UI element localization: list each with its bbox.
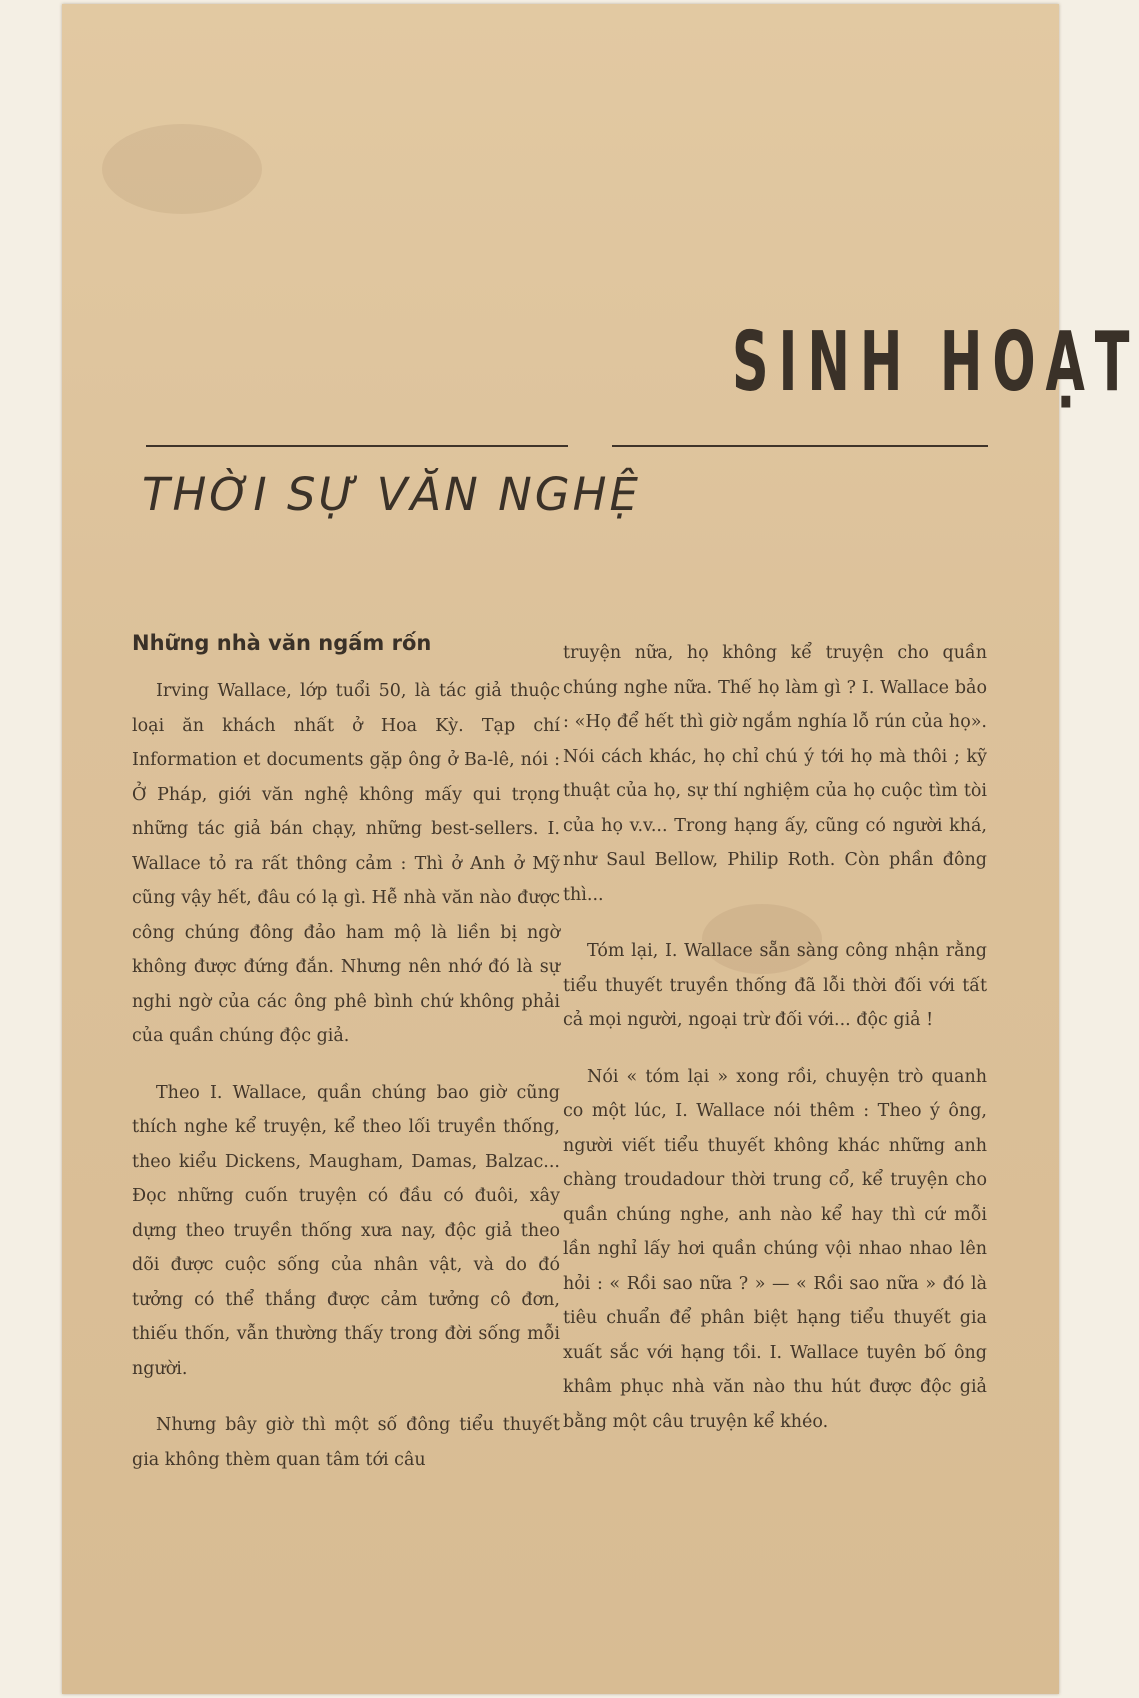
article-heading: Những nhà văn ngấm rốn bbox=[132, 631, 432, 655]
header-rule-right bbox=[612, 445, 988, 447]
paper-stain bbox=[102, 124, 262, 214]
article-paragraph: Tóm lại, I. Wallace sẵn sàng công nhận rằng tiểu thuyết truyền thống đã lỗi thời đối với tất cả mọi người, ngoại trừ đối với... độc giả ! bbox=[563, 941, 987, 1030]
article-paragraph: Theo I. Wallace, quần chúng bao giờ cũng thích nghe kể truyện, kể theo lối truyền thống, theo kiểu Dickens, Maugham, Damas, Balzac... Đọc những cuốn truyện có đầu có đuôi, xây dựng theo truyền thống xưa nay, độc giả theo dõi được cuộc sống của nhân vật, và do đó tưởng có thể thắng được cảm tưởng cô đơn, thiếu thốn, vẫn thường thấy trong đời sống mỗi người. bbox=[132, 1082, 560, 1379]
article-column-left bbox=[132, 628, 560, 1470]
article-paragraph: Nhưng bây giờ thì một số đông tiểu thuyết gia không thèm quan tâm tới câu bbox=[132, 1415, 560, 1470]
subsection-title: THỜI SỰ VĂN NGHỆ bbox=[142, 468, 641, 521]
section-title: SINH HOẠT bbox=[732, 315, 1139, 410]
article-column-right bbox=[563, 636, 987, 1461]
magazine-page bbox=[62, 4, 1139, 1694]
header-rule-left bbox=[146, 445, 568, 447]
article-paragraph: Nói « tóm lại » xong rồi, chuyện trò quanh co một lúc, I. Wallace nói thêm : Theo ý ông, người viết tiểu thuyết không khác những anh chàng troudadour thời trung cổ, kể truyện cho quần chúng nghe, anh nào kể hay thì cứ mỗi lần nghỉ lấy hơi quần chúng vội nhao nhao lên hỏi : « Rồi sao nữa ? » — « Rồi sao nữa » đó là tiêu chuẩn để phân biệt hạng tiểu thuyết gia xuất sắc với hạng tồi. I. Wallace tuyên bố ông khâm phục nhà văn nào thu hút được độc giả bằng một câu truyện kể khéo. bbox=[563, 1066, 987, 1432]
article-paragraph: Irving Wallace, lớp tuổi 50, là tác giả thuộc loại ăn khách nhất ở Hoa Kỳ. Tạp chí Information et documents gặp ông ở Ba-lê, nói : Ở Pháp, giới văn nghệ không mấy qui trọng những tác giả bán chạy, những best-sellers. I. Wallace tỏ ra rất thông cảm : Thì ở Anh ở Mỹ cũng vậy hết, đâu có lạ gì. Hễ nhà văn nào được công chúng đông đảo ham mộ là liền bị ngờ không được đứng đắn. Nhưng nên nhớ đó là sự nghi ngờ của các ông phê bình chứ không phải của quần chúng độc giả. bbox=[132, 681, 560, 1046]
article-paragraph: truyện nữa, họ không kể truyện cho quần chúng nghe nữa. Thế họ làm gì ? I. Wallace bảo : «Họ để hết thì giờ ngắm nghía lỗ rún của họ». Nói cách khác, họ chỉ chú ý tới họ mà thôi ; kỹ thuật của họ, sự thí nghiệm của họ cuộc tìm tòi của họ v.v... Trong hạng ấy, cũng có người khá, như Saul Bellow, Philip Roth. Còn phần đông thì... bbox=[563, 643, 987, 905]
